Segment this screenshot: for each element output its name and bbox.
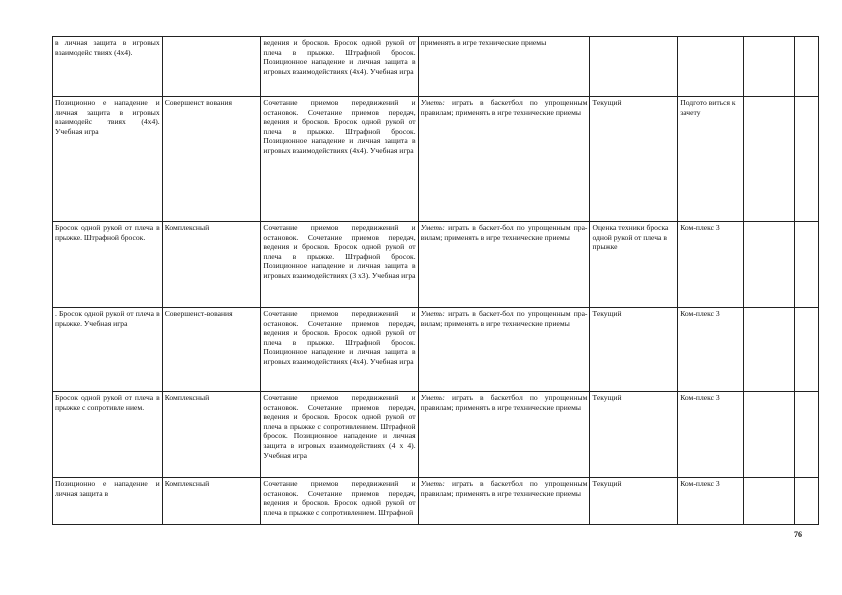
requirements-text: играть в баскет-бол по упрощенным пра-вилам; применять в игре технические приемы (420, 309, 588, 328)
empty-cell (795, 478, 819, 525)
topic-cell: . Бросок одной рукой от плеча в прыжке. Учебная игра (53, 308, 163, 392)
requirements-cell (418, 308, 590, 392)
table-row (53, 478, 819, 525)
requirements-cell (418, 392, 590, 478)
lesson-plan-table (52, 36, 819, 525)
lesson-type-cell: Комплексный (162, 392, 261, 478)
topic-cell: в личная защита в игровых взаимодейс твиях (4х4). (53, 37, 163, 97)
control-cell: Оценка техники броска одной рукой от плеча в прыжке (590, 222, 678, 308)
control-cell: Текущий (590, 392, 678, 478)
homework-cell: Ком-плекс 3 (678, 392, 744, 478)
requirements-cell (418, 222, 590, 308)
topic-cell: Бросок одной рукой от плеча в прыжке. Штрафной бросок. (53, 222, 163, 308)
content-cell: ведения и бросков. Бросок одной рукой от плеча в прыжке. Штрафной бросок. Позиционное нападение и личная защита в игровых взаимодействиях (4х4). Учебная игра (261, 37, 418, 97)
table-row (53, 97, 819, 222)
empty-cell (795, 308, 819, 392)
homework-cell (678, 37, 744, 97)
lesson-type-cell: Комплексный (162, 478, 261, 525)
requirements-text: играть в баскет-бол по упрощенным пра-вилам; применять в игре технические приемы (420, 223, 588, 242)
empty-cell (744, 37, 795, 97)
empty-cell (795, 392, 819, 478)
empty-cell (744, 222, 795, 308)
control-cell (590, 37, 678, 97)
lesson-type-cell: Совершенст вования (162, 97, 261, 222)
topic-cell: Позиционно е нападение и личная защита в игровых взаимодейс твиях (4х4). Учебная игра (53, 97, 163, 222)
requirements-text: играть в баскетбол по упрощенным правилам; применять в игре технические приемы (420, 98, 588, 117)
table-row (53, 308, 819, 392)
content-cell: Сочетание приемов передвижений и остановок. Сочетание приемов передач, ведения и бросков. Бросок одной рукой от плеча в прыжке с сопротивлением. Штрафной бросок. Позиционное нападение и личная защита в игровых взаимодействиях (4 х 4). Учебная игра (261, 392, 418, 478)
content-cell: Сочетание приемов передвижений и остановок. Сочетание приемов передач, ведения и бросков. Бросок одной рукой от плеча в прыжке. Штрафной бросок. Позиционное нападение и личная защита в игровых взаимодействиях (4х4). Учебная игра (261, 97, 418, 222)
table-row (53, 222, 819, 308)
requirements-label: Уметь: (420, 479, 445, 488)
topic-cell: Позиционно е нападение и личная защита в (53, 478, 163, 525)
page-number: 76 (794, 530, 802, 539)
empty-cell (744, 478, 795, 525)
topic-cell: Бросок одной рукой от плеча в прыжке с сопротивле нием. (53, 392, 163, 478)
empty-cell (795, 222, 819, 308)
requirements-text: применять в игре технические приемы (420, 38, 547, 47)
homework-cell: Ком-плекс 3 (678, 308, 744, 392)
content-cell: Сочетание приемов передвижений и остановок. Сочетание приемов передач, ведения и бросков. Бросок одной рукой от плеча в прыжке с сопротивлением. Штрафной (261, 478, 418, 525)
requirements-cell (418, 97, 590, 222)
empty-cell (744, 392, 795, 478)
control-cell: Текущий (590, 308, 678, 392)
empty-cell (795, 37, 819, 97)
requirements-cell (418, 37, 590, 97)
requirements-label: Уметь: (420, 309, 445, 318)
table-row (53, 37, 819, 97)
homework-cell: Ком-плекс 3 (678, 478, 744, 525)
empty-cell (744, 97, 795, 222)
table-row (53, 392, 819, 478)
control-cell: Текущий (590, 478, 678, 525)
homework-cell: Подгото виться к зачету (678, 97, 744, 222)
content-cell: Сочетание приемов передвижений и остановок. Сочетание приемов передач, ведения и бросков. Бросок одной рукой от плеча в прыжке. Штрафной бросок. Позиционное нападение и личная защита в игровых взаимодействиях (4х4). Учебная игра (261, 308, 418, 392)
requirements-text: играть в баскетбол по упрощенным правилам; применять в игре технические приемы (420, 479, 588, 498)
requirements-label: Уметь: (420, 223, 445, 232)
lesson-type-cell (162, 37, 261, 97)
lesson-type-cell: Комплексный (162, 222, 261, 308)
requirements-cell (418, 478, 590, 525)
requirements-label: Уметь: (420, 393, 445, 402)
empty-cell (795, 97, 819, 222)
table-body (53, 37, 819, 525)
requirements-text: играть в баскетбол по упрощенным правилам; применять в игре технические приемы (420, 393, 588, 412)
control-cell: Текущий (590, 97, 678, 222)
content-cell: Сочетание приемов передвижений и остановок. Сочетание приемов передач, ведения и бросков. Бросок одной рукой от плеча в прыжке. Штрафной бросок. Позиционное нападение и личная защита в игровых взаимодействиях (3 х3). Учебная игра (261, 222, 418, 308)
homework-cell: Ком-плекс 3 (678, 222, 744, 308)
empty-cell (744, 308, 795, 392)
lesson-type-cell: Совершенст-вования (162, 308, 261, 392)
requirements-label: Уметь: (420, 98, 445, 107)
